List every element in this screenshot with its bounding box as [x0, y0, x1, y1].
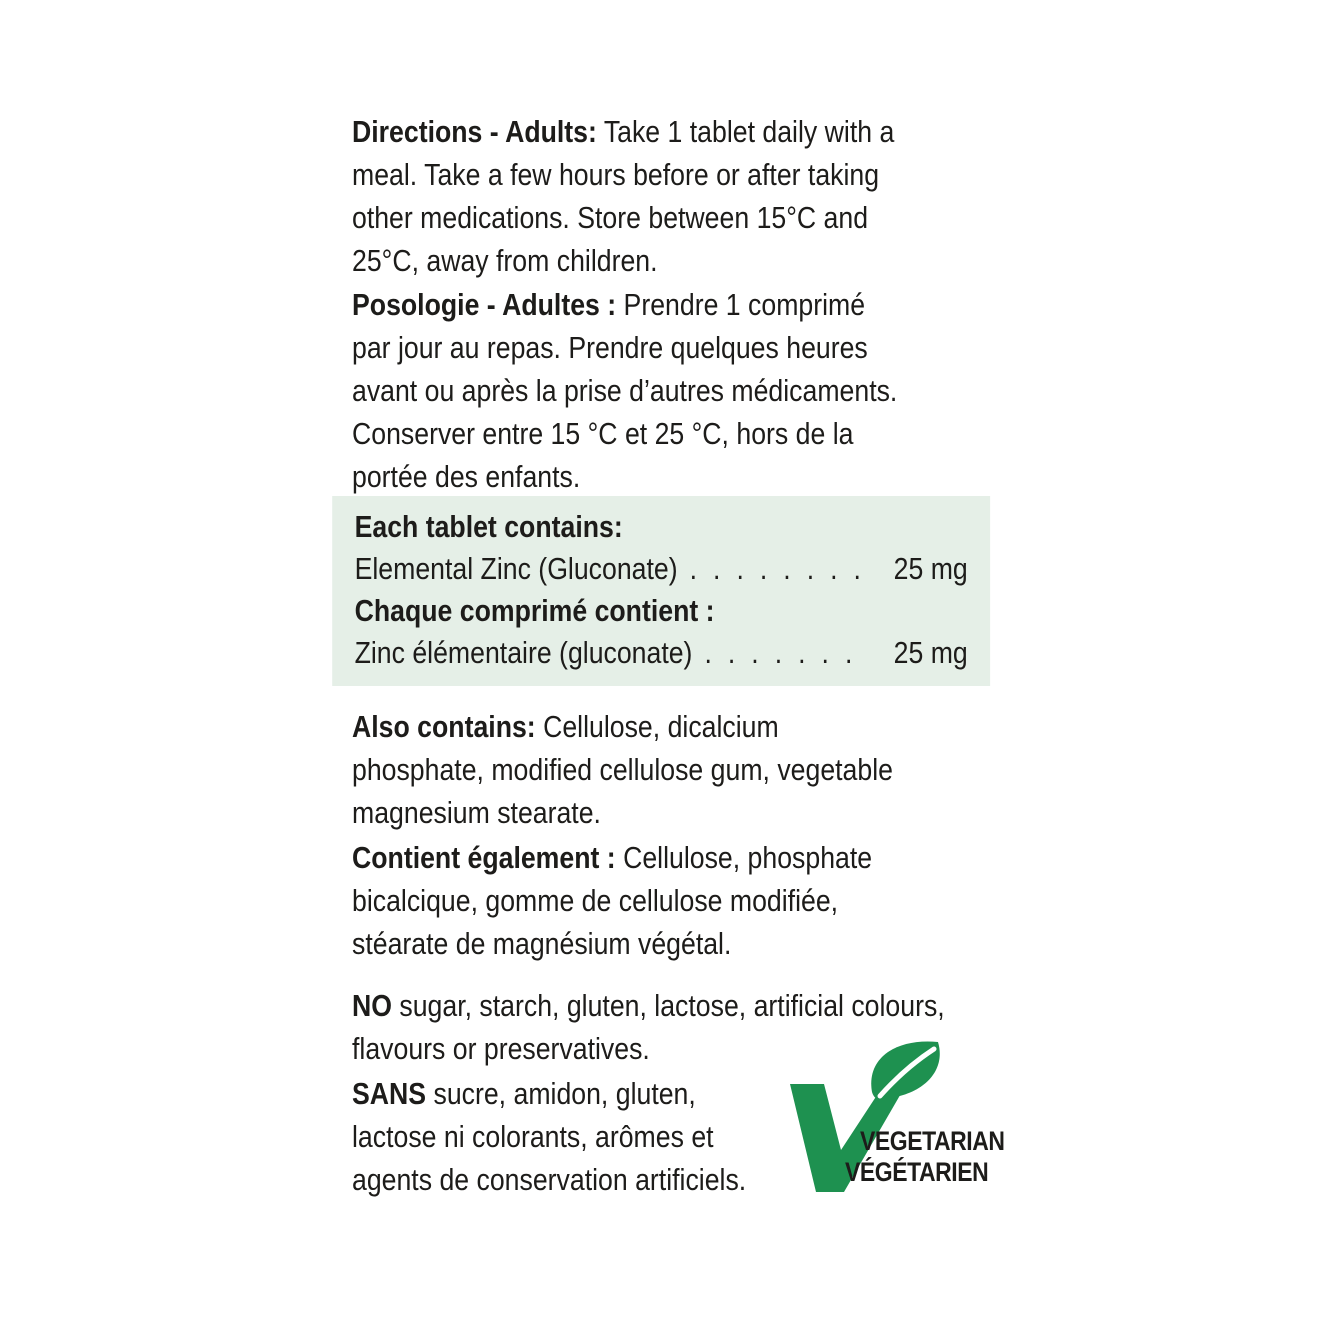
no-claims-fr-paragraph: [352, 1072, 746, 1201]
text-line: flavours or preservatives.: [352, 1031, 650, 1066]
text-line: portée des enfants.: [352, 459, 581, 494]
text-line: 25°C, away from children.: [352, 243, 658, 278]
text-line: bicalcique, gomme de cellulose modifiée,: [352, 883, 839, 918]
text-line: SANS sucre, amidon, gluten,: [352, 1076, 696, 1111]
text-line: agents de conservation artificiels.: [352, 1162, 747, 1197]
contents-heading-fr: Chaque comprimé contient :: [354, 593, 715, 628]
text-line: meal. Take a few hours before or after taking: [352, 157, 880, 192]
also-contains-fr-paragraph: [352, 836, 872, 965]
text-line: Posologie - Adultes : Prendre 1 comprimé: [352, 287, 866, 322]
text-line: Directions - Adults: Take 1 tablet daily with a: [352, 114, 895, 149]
directions-en-paragraph: [352, 110, 894, 282]
text-line: Conserver entre 15 °C et 25 °C, hors de la: [352, 416, 854, 451]
vegetarian-label-fr: VÉGÉTARIEN: [845, 1157, 989, 1187]
text-line: magnesium stearate.: [352, 795, 601, 830]
ingredient-row-fr: [355, 632, 968, 674]
text-line: phosphate, modified cellulose gum, vegetable: [352, 752, 893, 787]
directions-fr-paragraph: [352, 283, 897, 498]
contents-heading-en: Each tablet contains:: [354, 509, 623, 544]
text-line: Also contains: Cellulose, dicalcium: [352, 709, 779, 744]
text-line: par jour au repas. Prendre quelques heures: [352, 330, 868, 365]
text-line: other medications. Store between 15°C and: [352, 200, 869, 235]
ingredient-row-en: [355, 548, 968, 590]
supplement-facts-box: [332, 496, 990, 686]
vegetarian-badge: [788, 1038, 1003, 1198]
ingredient-name-fr: Zinc élémentaire (gluconate): [354, 635, 693, 670]
ingredient-amount-fr: 25 mg: [893, 635, 968, 670]
dot-leader: . . . . . . .: [704, 635, 857, 670]
ingredient-name-en: Elemental Zinc (Gluconate): [354, 551, 678, 586]
text-line: avant ou après la prise d’autres médicaments.: [352, 373, 898, 408]
text-line: NO sugar, starch, gluten, lactose, artificial colours,: [352, 988, 945, 1023]
also-contains-en-paragraph: [352, 705, 893, 834]
text-line: Contient également : Cellulose, phosphate: [352, 840, 873, 875]
ingredient-amount-en: 25 mg: [893, 551, 968, 586]
text-line: lactose ni colorants, arômes et: [352, 1119, 714, 1154]
text-line: stéarate de magnésium végétal.: [352, 926, 732, 961]
vegetarian-label-en: VEGETARIAN: [860, 1126, 1005, 1156]
dot-leader: . . . . . . . .: [689, 551, 866, 586]
